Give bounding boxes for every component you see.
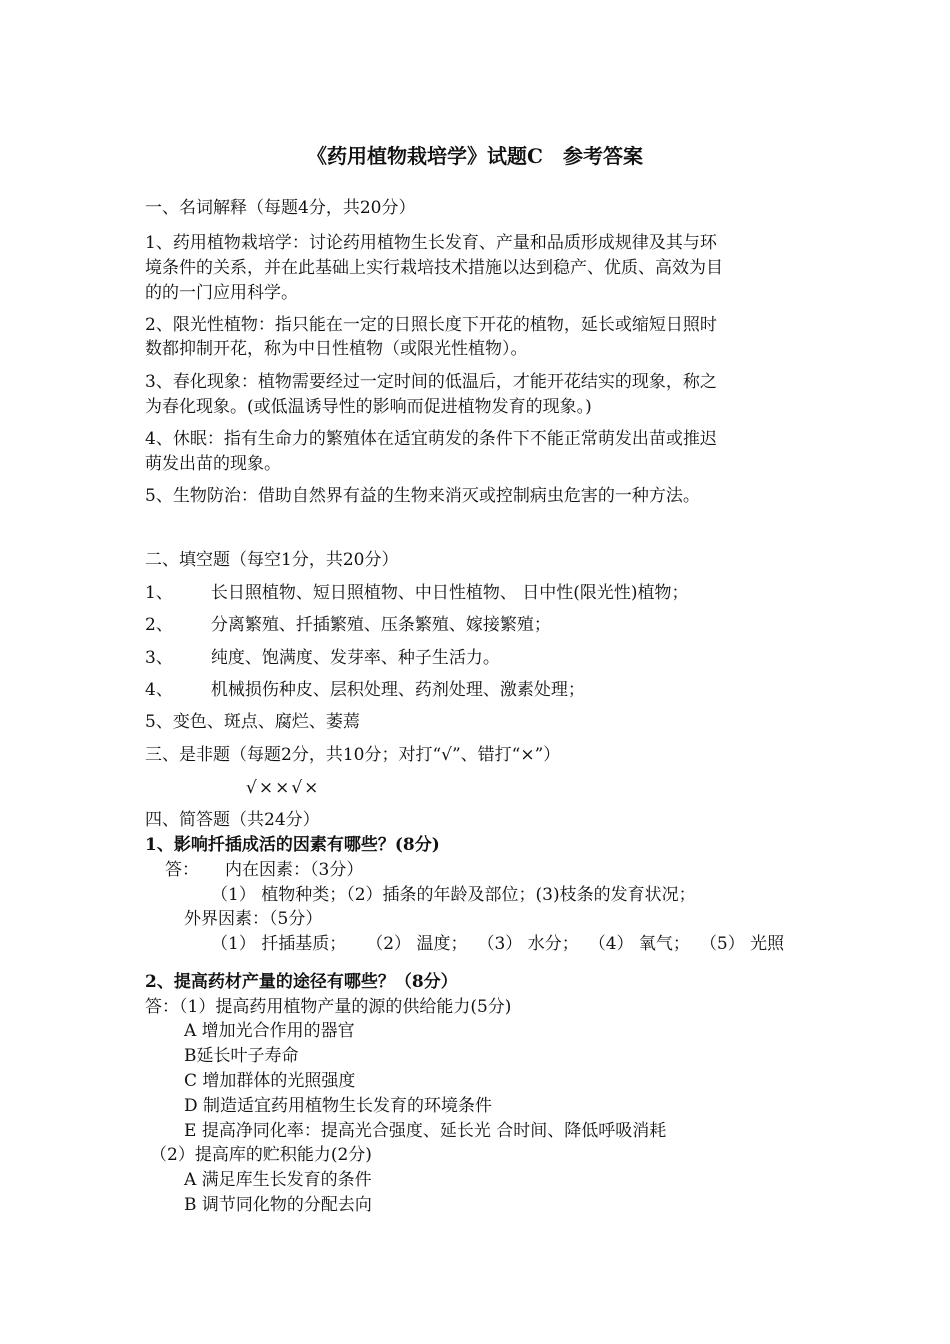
question-1: 1、影响扦插成活的因素有哪些？(8分): [145, 835, 440, 855]
answer-label: 答：: [165, 860, 199, 880]
fill-item-1: [145, 583, 689, 603]
fill-item-5-text: 变色、斑点、腐烂、萎蔫: [172, 712, 360, 732]
section-2-heading: 二、填空题（每空1分，共20分）: [145, 550, 399, 570]
term-5-line-1: 5、生物防治：借助自然界有益的生物来消灭或控制病虫危害的一种方法。: [145, 486, 700, 506]
external-item-4: （4） 氧气；: [588, 934, 690, 954]
external-item-1: （1） 扦插基质；: [211, 934, 347, 954]
part-1-item-d: D 制造适宜药用植物生长发育的环境条件: [184, 1096, 493, 1116]
fill-item-5: [145, 712, 360, 732]
question-2-part-2: （2）提高库的贮积能力(2分): [150, 1145, 372, 1165]
part-2-item-a: A 满足库生长发育的条件: [184, 1170, 372, 1190]
term-3-line-1: 3、春化现象：植物需要经过一定时间的低温后，才能开花结实的现象，称之: [145, 372, 717, 392]
question-1-answer-line: [165, 860, 363, 880]
fill-item-3-text: 纯度、饱满度、发芽率、种子生活力。: [210, 648, 500, 668]
fill-item-1-number: 1、: [145, 583, 173, 603]
fill-item-3: [145, 648, 500, 668]
term-1-line-2: 境条件的关系，并在此基础上实行栽培技术措施以达到稳产、优质、高效为目: [145, 258, 723, 278]
external-item-2: （2） 温度；: [366, 934, 468, 954]
fill-item-4-text: 机械损伤种皮、层积处理、药剂处理、激素处理；: [210, 680, 585, 700]
part-1-item-c: C 增加群体的光照强度: [184, 1071, 356, 1091]
internal-factors-items: （1） 植物种类；（2）插条的年龄及部位；(3)枝条的发育状况；: [211, 885, 696, 905]
question-2: 2、提高药材产量的途径有哪些？（8分）: [145, 972, 458, 992]
external-factors-label: 外界因素：（5分）: [184, 909, 323, 929]
question-2-part-1: 答：（1）提高药用植物产量的源的供给能力(5分): [145, 997, 512, 1017]
internal-factors-label: 内在因素：（3分）: [225, 860, 364, 880]
term-2-line-2: 数都抑制开花，称为中日性植物（或限光性植物）。: [145, 339, 528, 359]
fill-item-3-number: 3、: [145, 648, 173, 668]
term-4-line-2: 萌发出苗的现象。: [145, 454, 281, 474]
term-1-line-1: 1、药用植物栽培学：讨论药用植物生长发育、产量和品质形成规律及其与环: [145, 233, 717, 253]
external-factors-items: [211, 934, 784, 954]
part-1-item-b: B延长叶子寿命: [184, 1046, 299, 1066]
term-2-line-1: 2、限光性植物：指只能在一定的日照长度下开花的植物，延长或缩短日照时: [145, 315, 717, 335]
fill-item-4-number: 4、: [145, 680, 173, 700]
section-3-heading: 三、是非题（每题2分，共10分；对打“√”、错打“×”）: [145, 745, 561, 765]
page-title: 《药用植物栽培学》试题C 参考答案: [307, 144, 643, 168]
section-4-heading: 四、简答题（共24分）: [145, 810, 320, 830]
part-2-item-b: B 调节同化物的分配去向: [184, 1195, 372, 1215]
fill-item-2: [145, 615, 551, 635]
part-1-item-e: E 提高净同化率：提高光合强度、延长光 合时间、降低呼吸消耗: [184, 1121, 667, 1141]
fill-item-2-number: 2、: [145, 615, 173, 635]
fill-item-5-number: 5、: [145, 712, 173, 732]
true-false-answers: √××√×: [246, 778, 321, 798]
external-item-3: （3） 水分；: [477, 934, 579, 954]
fill-item-4: [145, 680, 585, 700]
fill-item-2-text: 分离繁殖、扦插繁殖、压条繁殖、嫁接繁殖；: [210, 615, 551, 635]
term-4-line-1: 4、休眠：指有生命力的繁殖体在适宜萌发的条件下不能正常萌发出苗或推迟: [145, 429, 717, 449]
term-1-line-3: 的的一门应用科学。: [145, 283, 298, 303]
part-1-item-a: A 增加光合作用的器官: [184, 1021, 355, 1041]
section-1-heading: 一、名词解释（每题4分，共20分）: [145, 198, 416, 218]
fill-item-1-text: 长日照植物、短日照植物、中日性植物、 日中性(限光性)植物；: [210, 583, 689, 603]
term-3-line-2: 为春化现象。(或低温诱导性的影响而促进植物发育的现象。): [145, 397, 592, 417]
external-item-5: （5） 光照: [699, 934, 785, 954]
